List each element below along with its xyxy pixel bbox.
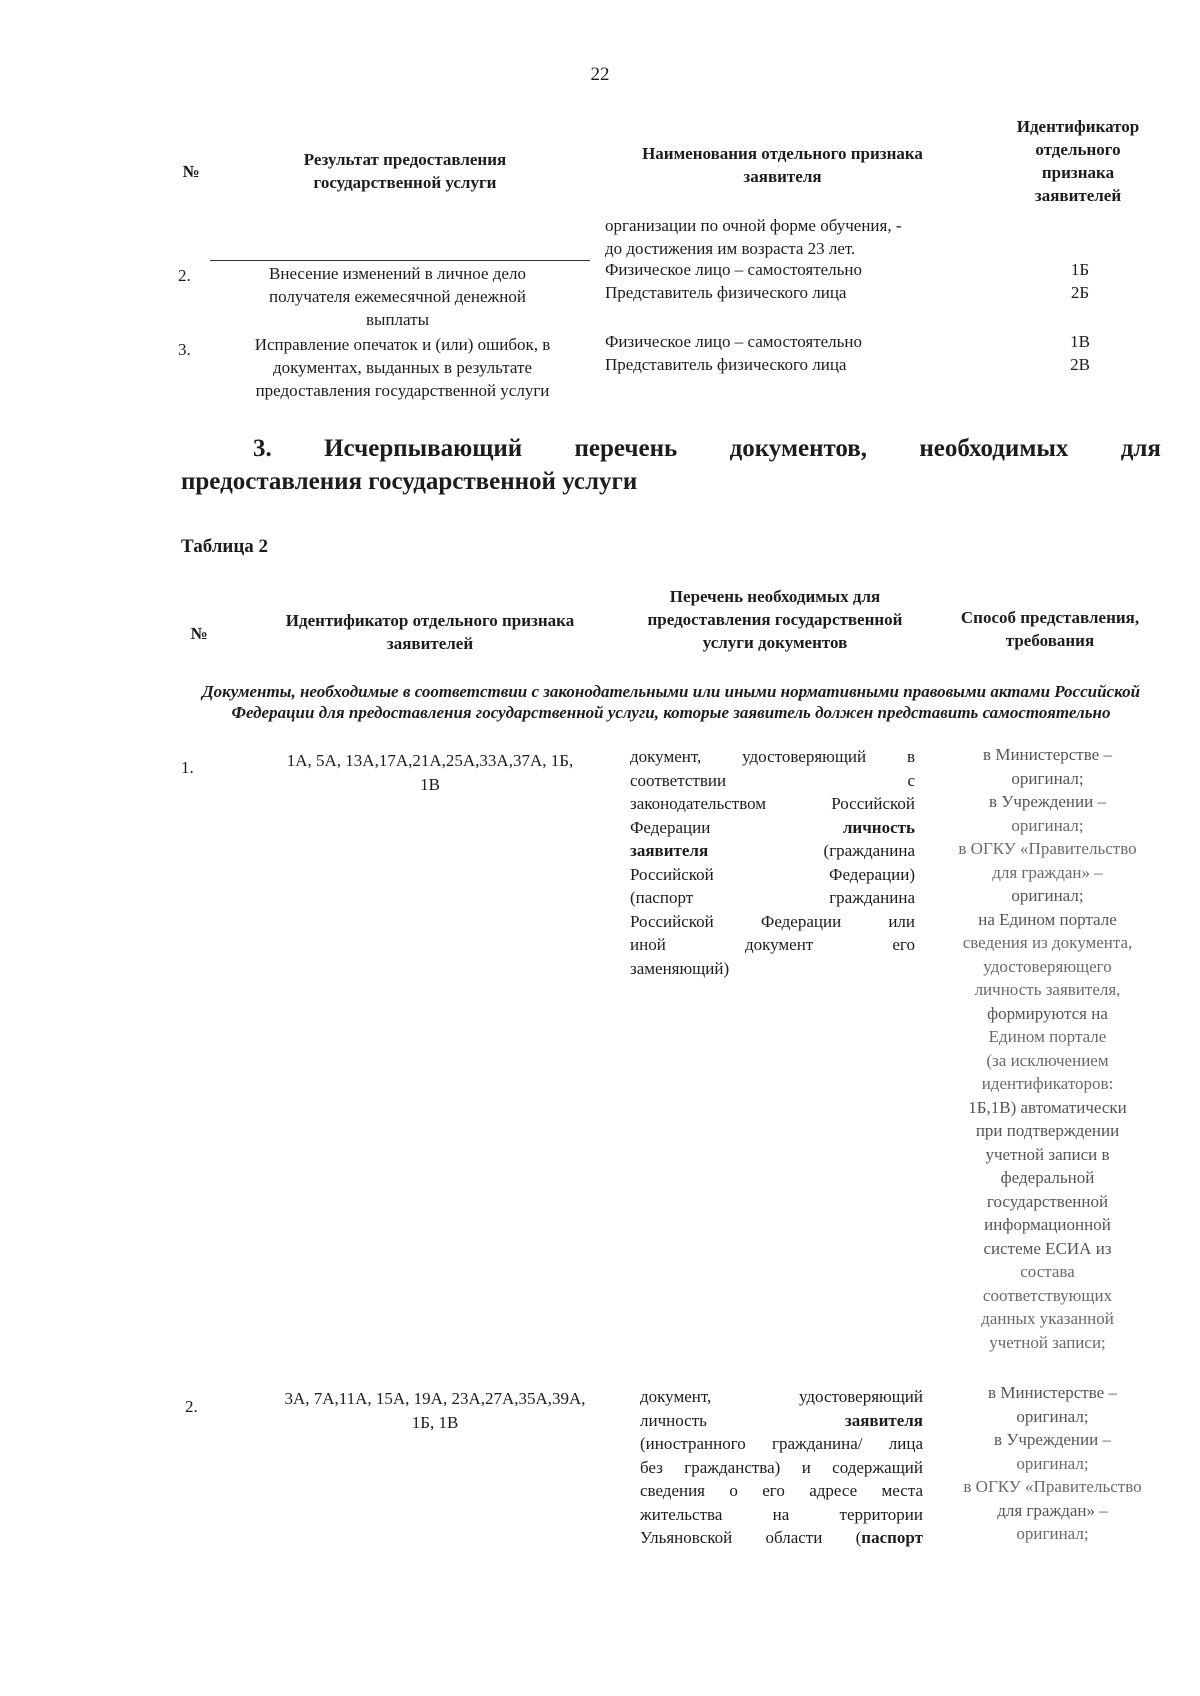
t2-row-1-method-line: сведения из документа,: [962, 933, 1133, 952]
t2-header-id: Идентификатор отдельного признака заявителей: [285, 611, 575, 653]
t2-subheading: Документы, необходимые в соответствии с законодательными или иными нормативными правовыми актами Российской Федерации для предоставления государственной услуги, которые заявитель должен представить самостоятельно: [201, 682, 1141, 722]
t2-row-1-ids-line: 1А, 5А, 13А,17А,21А,25А,33А,37А, 1Б,: [286, 751, 574, 770]
section-word: необходимых: [919, 435, 1069, 462]
t2-row-2-doc-line: (иностранного гражданина/ лица: [640, 1434, 923, 1453]
t2-row-1-doc-line: Федерации личность: [630, 817, 915, 837]
t1-row-3-name: Представитель физического лица: [605, 355, 847, 374]
t2-row-2-method-line: оригинал;: [1016, 1524, 1089, 1543]
t2-row-1-method-line: федеральной: [1000, 1168, 1095, 1187]
section-heading-line1: [181, 432, 1161, 465]
t2-row-1-method-line: государственной: [986, 1191, 1109, 1211]
t1-row-3-result-line: Исправление опечаток и (или) ошибок, в: [254, 335, 551, 354]
t2-row-2-method: [935, 1381, 1170, 1546]
t2-row-1-num: 1.: [181, 758, 194, 777]
t2-row-1-doc-line: Российской Федерации или: [630, 911, 916, 931]
t2-row-1-method-line: учетной записи;: [989, 1332, 1106, 1352]
t1-divider: [210, 260, 590, 261]
t2-row-1-method-line: (за исключением: [986, 1050, 1109, 1070]
t1-row-2-result-line: получателя ежемесячной денежной: [268, 287, 527, 306]
t2-row-1-doc-line: Российской Федерации): [630, 864, 915, 884]
t2-row-1-docs: [630, 745, 915, 980]
t2-row-1-method: [930, 743, 1165, 1354]
t1-header-id: Идентификатор отдельного признака заявителей: [1016, 117, 1140, 205]
t2-row-1-method-line: учетной записи в: [985, 1144, 1110, 1164]
t2-row-1-method-line: в Учреждении –: [989, 792, 1106, 811]
t1-row-3-id: 2В: [1070, 355, 1090, 374]
t1-header-name: Наименования отдельного признака заявителя: [642, 144, 923, 186]
t1-row-2-num: 2.: [178, 266, 191, 285]
t1-row-3-name: Физическое лицо – самостоятельно: [605, 332, 863, 351]
t2-row-1-method-line: для граждан» –: [992, 862, 1103, 882]
t2-row-1-doc-line: иной документ его: [630, 935, 915, 954]
t2-row-2-method-line: в ОГКУ «Правительство: [963, 1477, 1142, 1496]
t2-row-2-doc-line: Ульяновской области (паспорт: [640, 1528, 923, 1547]
t1-continuation-line2: до достижения им возраста 23 лет.: [605, 239, 856, 258]
t2-row-1-method-line: информационной: [984, 1215, 1111, 1234]
section-number: 3.: [253, 435, 272, 462]
section-word: для: [1120, 435, 1161, 462]
section-heading: [181, 432, 1161, 498]
t1-continuation: [605, 214, 985, 260]
section-word: перечень: [574, 435, 678, 462]
t2-row-1-method-line: оригинал;: [1011, 886, 1084, 905]
t2-row-1-method-line: Едином портале: [988, 1027, 1107, 1046]
t2-row-1-method-line: 1Б,1В) автоматически: [968, 1097, 1127, 1117]
t1-header-result: Результат предоставления государственной услуги: [303, 150, 507, 192]
t2-row-2-ids: [245, 1387, 625, 1434]
t2-row-2-method-line: в Министерстве –: [988, 1383, 1117, 1402]
t2-header-method: Способ представления, требования: [960, 608, 1140, 650]
t2-row-1-doc-line: заменяющий): [630, 958, 730, 978]
t1-row-3-ids: [1040, 330, 1120, 376]
t2-row-1-method-line: в Министерстве –: [983, 745, 1112, 764]
t2-row-2-num: 2.: [185, 1397, 198, 1416]
t1-row-2-result: [220, 262, 575, 331]
t2-row-1-method-line: удостоверяющего: [983, 956, 1112, 976]
t2-row-1-doc-line: документ, удостоверяющий в: [630, 747, 915, 766]
t2-row-1-method-line: формируются на: [987, 1003, 1108, 1023]
t2-row-1-method-line: на Едином портале: [978, 909, 1117, 929]
t1-row-2-name: Представитель физического лица: [605, 283, 847, 302]
t1-header-num: №: [182, 162, 200, 181]
t2-row-1-ids-line: 1В: [420, 774, 440, 794]
t2-row-1-method-line: оригинал;: [1011, 768, 1084, 788]
section-word: Исчерпывающий: [324, 435, 523, 462]
t2-row-2-ids-line: 1Б, 1В: [411, 1412, 459, 1432]
t1-row-3-result-line: предоставления государственной услуги: [255, 381, 550, 400]
t2-row-2-docs: [640, 1385, 923, 1550]
t1-continuation-line1: организации по очной форме обучения, -: [605, 216, 902, 235]
t1-row-3-id: 1В: [1070, 332, 1090, 351]
page-number: 22: [590, 64, 610, 85]
t2-row-2-doc-line: документ, удостоверяющий: [640, 1387, 923, 1406]
t2-row-2-method-line: для граждан» –: [997, 1500, 1108, 1520]
t2-row-1-method-line: системе ЕСИА из: [983, 1238, 1112, 1258]
t1-row-2-names: [605, 258, 985, 304]
section-heading-line2: предоставления государственной услуги: [181, 468, 638, 495]
t2-row-2-method-line: оригинал;: [1016, 1453, 1089, 1473]
t1-row-3-result: [220, 333, 585, 402]
t2-row-1-method-line: идентификаторов:: [981, 1074, 1114, 1093]
t2-row-1-method-line: оригинал;: [1011, 815, 1084, 835]
t1-row-3-names: [605, 330, 985, 376]
t1-row-2-id: 2Б: [1070, 283, 1090, 302]
t1-row-2-name: Физическое лицо – самостоятельно: [605, 260, 863, 279]
t2-header-num: №: [190, 624, 208, 643]
t2-row-2-method-line: в Учреждении –: [994, 1430, 1111, 1449]
table-label: Таблица 2: [181, 536, 269, 557]
t1-row-2-ids: [1040, 258, 1120, 304]
t2-row-1-doc-line: соответствии с: [630, 770, 915, 790]
t2-row-1-method-line: в ОГКУ «Правительство: [958, 839, 1137, 858]
t2-row-1-method-line: при подтверждении: [975, 1121, 1120, 1140]
t2-row-1-ids: [240, 749, 620, 796]
t2-row-2-doc-line: без гражданства) и содержащий: [640, 1457, 923, 1477]
t1-row-3-num: 3.: [178, 340, 191, 359]
t2-row-1-doc-line: заявителя (гражданина: [630, 841, 915, 860]
section-word: документов,: [729, 435, 868, 462]
t1-row-3-result-line: документах, выданных в результате: [273, 358, 532, 377]
t2-row-2-method-line: оригинал;: [1016, 1406, 1089, 1426]
t2-row-1-method-line: соответствующих: [982, 1285, 1113, 1305]
t2-row-2-doc-line: сведения о его адресе места: [640, 1481, 923, 1500]
t2-row-1-doc-line: (паспорт гражданина: [630, 888, 915, 907]
t2-row-1-method-line: состава: [1020, 1262, 1075, 1281]
t2-row-1-doc-line: законодательством Российской: [630, 794, 915, 813]
t2-row-1-method-line: данных указанной: [981, 1309, 1114, 1328]
t2-row-2-ids-line: 3А, 7А,11А, 15А, 19А, 23А,27А,35А,39А,: [284, 1389, 586, 1408]
t2-row-2-doc-line: жительства на территории: [640, 1504, 923, 1524]
t1-row-2-result-line: выплаты: [366, 310, 429, 329]
t2-row-2-doc-line: личность заявителя: [640, 1410, 923, 1430]
t1-row-2-result-line: Внесение изменений в личное дело: [269, 264, 526, 283]
t2-header-docs: Перечень необходимых для предоставления государственной услуги документов: [647, 587, 903, 652]
t2-row-1-method-line: личность заявителя,: [974, 980, 1121, 999]
t1-row-2-id: 1Б: [1070, 260, 1090, 279]
